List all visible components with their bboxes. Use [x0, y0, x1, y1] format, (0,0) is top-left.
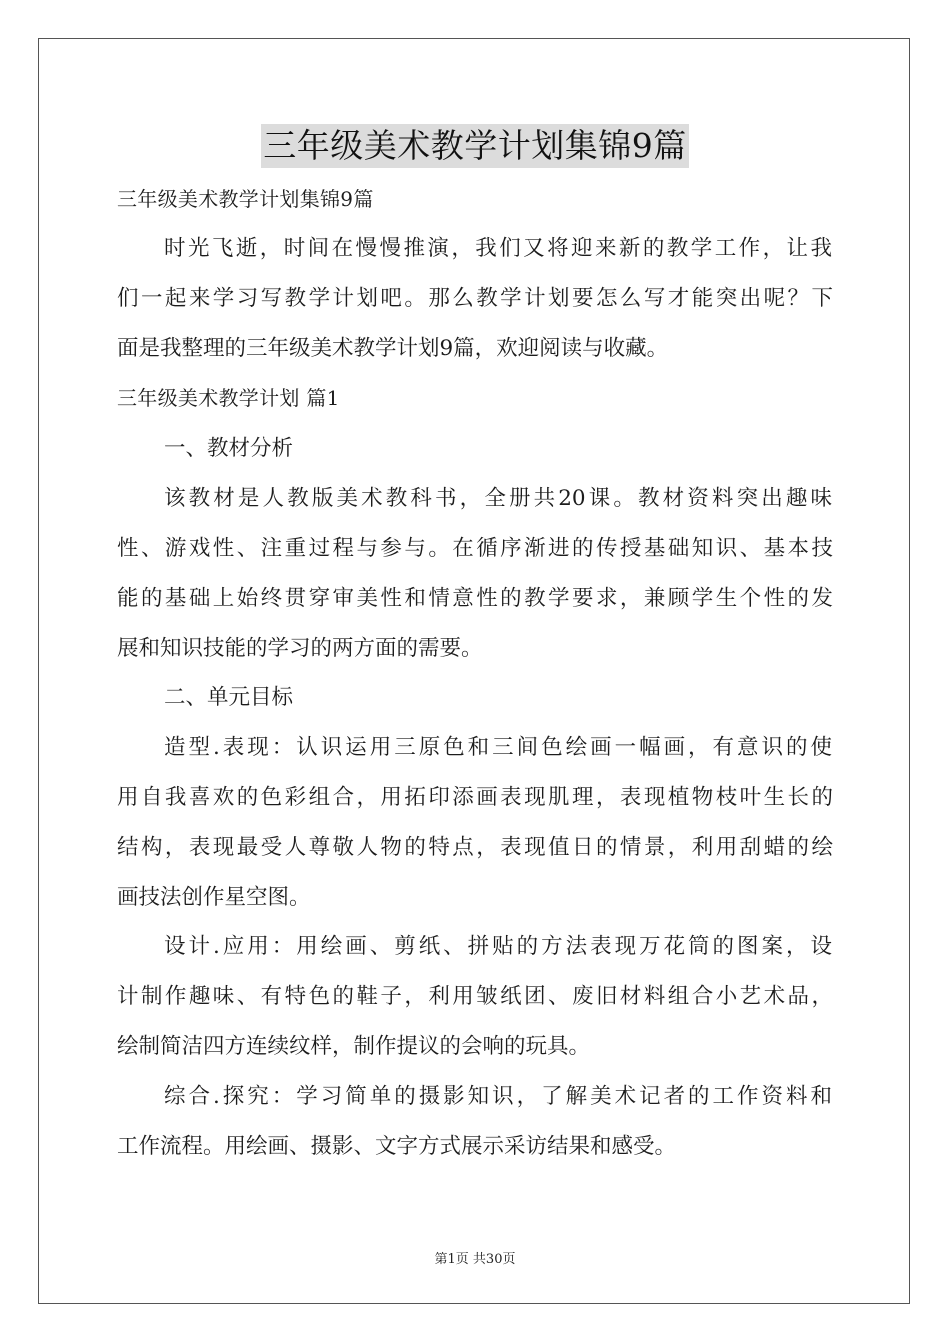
- page-footer: 第1页 共30页: [434, 1252, 516, 1267]
- paragraph-line: 设计.应用：用绘画、剪纸、拼贴的方法表现万花筒的图案，设: [164, 934, 832, 959]
- paragraph-line: 综合.探究：学习简单的摄影知识，了解美术记者的工作资料和: [164, 1084, 832, 1109]
- title-container: [0, 124, 950, 168]
- subsection-heading: 二、单元目标: [164, 685, 294, 710]
- paragraph-line: 时光飞逝，时间在慢慢推演，我们又将迎来新的教学工作，让我: [164, 236, 832, 261]
- paragraph-line: 计制作趣味、有特色的鞋子，利用皱纸团、废旧材料组合小艺术品，: [117, 984, 833, 1009]
- paragraph-line: 们一起来学习写教学计划吧。那么教学计划要怎么写才能突出呢？下: [117, 286, 833, 311]
- subtitle-line: 三年级美术教学计划集锦9篇: [117, 187, 374, 211]
- paragraph-line: 面是我整理的三年级美术教学计划9篇，欢迎阅读与收藏。: [117, 336, 669, 361]
- paragraph-line: 画技法创作星空图。: [117, 885, 311, 910]
- paragraph-line: 造型.表现：认识运用三原色和三间色绘画一幅画，有意识的使: [164, 735, 832, 760]
- paragraph-line: 展和知识技能的学习的两方面的需要。: [117, 636, 483, 661]
- paragraph-line: 结构，表现最受人尊敬人物的特点，表现值日的情景，利用刮蜡的绘: [117, 835, 833, 860]
- subsection-heading: 一、教材分析: [164, 436, 294, 461]
- page-border: [38, 38, 910, 1304]
- document-title: 三年级美术教学计划集锦9篇: [261, 124, 689, 168]
- paragraph-line: 性、游戏性、注重过程与参与。在循序渐进的传授基础知识、基本技: [117, 536, 833, 561]
- paragraph-line: 工作流程。用绘画、摄影、文字方式展示采访结果和感受。: [117, 1134, 677, 1159]
- section-heading: 三年级美术教学计划 篇1: [117, 386, 340, 410]
- paragraph-line: 能的基础上始终贯穿审美性和情意性的教学要求，兼顾学生个性的发: [117, 586, 833, 611]
- paragraph-line: 该教材是人教版美术教科书，全册共20课。教材资料突出趣味: [164, 486, 832, 511]
- paragraph-line: 绘制简洁四方连续纹样，制作提议的会响的玩具。: [117, 1034, 591, 1059]
- paragraph-line: 用自我喜欢的色彩组合，用拓印添画表现肌理，表现植物枝叶生长的: [117, 785, 833, 810]
